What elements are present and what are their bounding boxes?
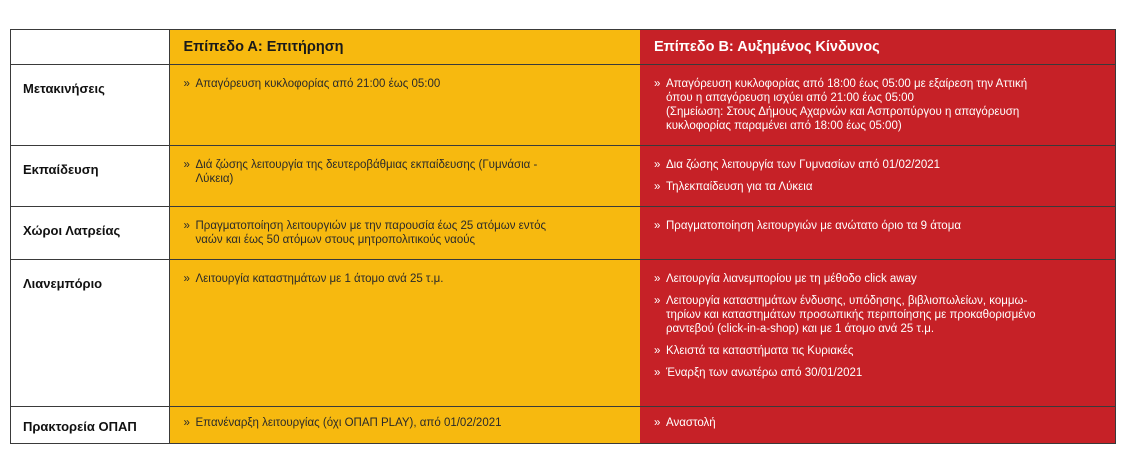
bullet-icon: » <box>654 181 661 193</box>
item-text-line: Δια ζώσης λειτουργία των Γυμνασίων από 01/02/2021 <box>666 159 941 171</box>
level-b-cell <box>640 65 1115 146</box>
measures-table <box>11 30 1115 443</box>
list-item <box>654 219 1101 233</box>
item-text-line: Λειτουργία καταστημάτων ένδυσης, υπόδησης, βιβλιοπωλείων, κομμω- <box>666 295 1028 307</box>
table-row <box>11 146 1115 207</box>
item-text-line: Λειτουργία καταστημάτων με 1 άτομο ανά 25 τ.μ. <box>195 273 444 285</box>
list-item <box>654 77 1101 133</box>
item-text-line: Πραγματοποίηση λειτουργιών με ανώτατο όριο τα 9 άτομα <box>666 220 961 232</box>
header-level-b: Επίπεδο Β: Αυξημένος Κίνδυνος <box>640 30 1115 65</box>
list-item <box>654 272 1101 286</box>
bullet-icon: » <box>654 159 661 171</box>
item-text-line: Λύκεια) <box>195 173 234 185</box>
table-row <box>11 207 1115 260</box>
level-a-cell <box>169 146 640 207</box>
measures-table-container <box>10 29 1116 444</box>
item-text-line: Αναστολή <box>666 417 716 429</box>
level-a-cell <box>169 207 640 260</box>
item-text-line: Έναρξη των ανωτέρω από 30/01/2021 <box>666 367 863 379</box>
list-item <box>184 77 627 91</box>
item-text-line: Κλειστά τα καταστήματα τις Κυριακές <box>666 345 854 357</box>
item-text-line: κυκλοφορίας παραμένει από 18:00 έως 05:00) <box>666 120 902 132</box>
table-row <box>11 260 1115 407</box>
item-text-line: Πραγματοποίηση λειτουργιών με την παρουσία έως 25 ατόμων εντός <box>195 220 547 232</box>
bullet-icon: » <box>183 417 190 429</box>
bullet-icon: » <box>183 273 190 285</box>
level-a-cell <box>169 407 640 444</box>
item-text-line: Λειτουργία λιανεμπορίου με τη μέθοδο click away <box>666 273 917 285</box>
level-a-cell <box>169 65 640 146</box>
table-row <box>11 407 1115 444</box>
table-body <box>11 65 1115 444</box>
list-item <box>184 272 627 286</box>
list-item <box>184 219 627 247</box>
row-label: Λιανεμπόριο <box>11 260 169 407</box>
item-text-line: ραντεβού (click-in-a-shop) και με 1 άτομο ανά 25 τ.μ. <box>666 323 935 335</box>
row-label: Χώροι Λατρείας <box>11 207 169 260</box>
list-item <box>184 158 627 186</box>
level-b-cell <box>640 207 1115 260</box>
list-item <box>654 180 1101 194</box>
table-row <box>11 65 1115 146</box>
bullet-icon: » <box>654 273 661 285</box>
bullet-icon: » <box>183 78 190 90</box>
bullet-icon: » <box>654 295 661 307</box>
list-item <box>184 416 627 430</box>
item-text-line: τηρίων και καταστημάτων προσωπικής περιποίησης με προκαθορισμένο <box>666 309 1036 321</box>
list-item <box>654 158 1101 172</box>
level-a-cell <box>169 260 640 407</box>
item-text-line: Απαγόρευση κυκλοφορίας από 21:00 έως 05:00 <box>195 78 441 90</box>
level-b-cell <box>640 146 1115 207</box>
level-b-cell <box>640 260 1115 407</box>
bullet-icon: » <box>654 220 661 232</box>
item-text-line: (Σημείωση: Στους Δήμους Αχαρνών και Ασπροπύργου η απαγόρευση <box>666 106 1020 118</box>
header-level-a: Επίπεδο Α: Επιτήρηση <box>169 30 640 65</box>
item-text-line: Τηλεκπαίδευση για τα Λύκεια <box>666 181 813 193</box>
bullet-icon: » <box>183 220 190 232</box>
list-item <box>654 344 1101 358</box>
item-text-line: Απαγόρευση κυκλοφορίας από 18:00 έως 05:00 με εξαίρεση την Αττική <box>666 78 1028 90</box>
item-text-line: ναών και έως 50 ατόμων στους μητροπολιτικούς ναούς <box>195 234 476 246</box>
header-row <box>11 30 1115 65</box>
list-item <box>654 366 1101 380</box>
bullet-icon: » <box>654 78 661 90</box>
bullet-icon: » <box>183 159 190 171</box>
bullet-icon: » <box>654 367 661 379</box>
bullet-icon: » <box>654 417 661 429</box>
row-label: Μετακινήσεις <box>11 65 169 146</box>
list-item <box>654 416 1101 430</box>
level-b-cell <box>640 407 1115 444</box>
list-item <box>654 294 1101 336</box>
row-label: Εκπαίδευση <box>11 146 169 207</box>
bullet-icon: » <box>654 345 661 357</box>
item-text-line: Επανέναρξη λειτουργίας (όχι ΟΠΑΠ PLAY), από 01/02/2021 <box>195 417 502 429</box>
row-label: Πρακτορεία ΟΠΑΠ <box>11 407 169 444</box>
item-text-line: Διά ζώσης λειτουργία της δευτεροβάθμιας εκπαίδευσης (Γυμνάσια - <box>195 159 538 171</box>
header-blank-cell <box>11 30 169 65</box>
item-text-line: όπου η απαγόρευση ισχύει από 21:00 έως 05:00 <box>666 92 914 104</box>
